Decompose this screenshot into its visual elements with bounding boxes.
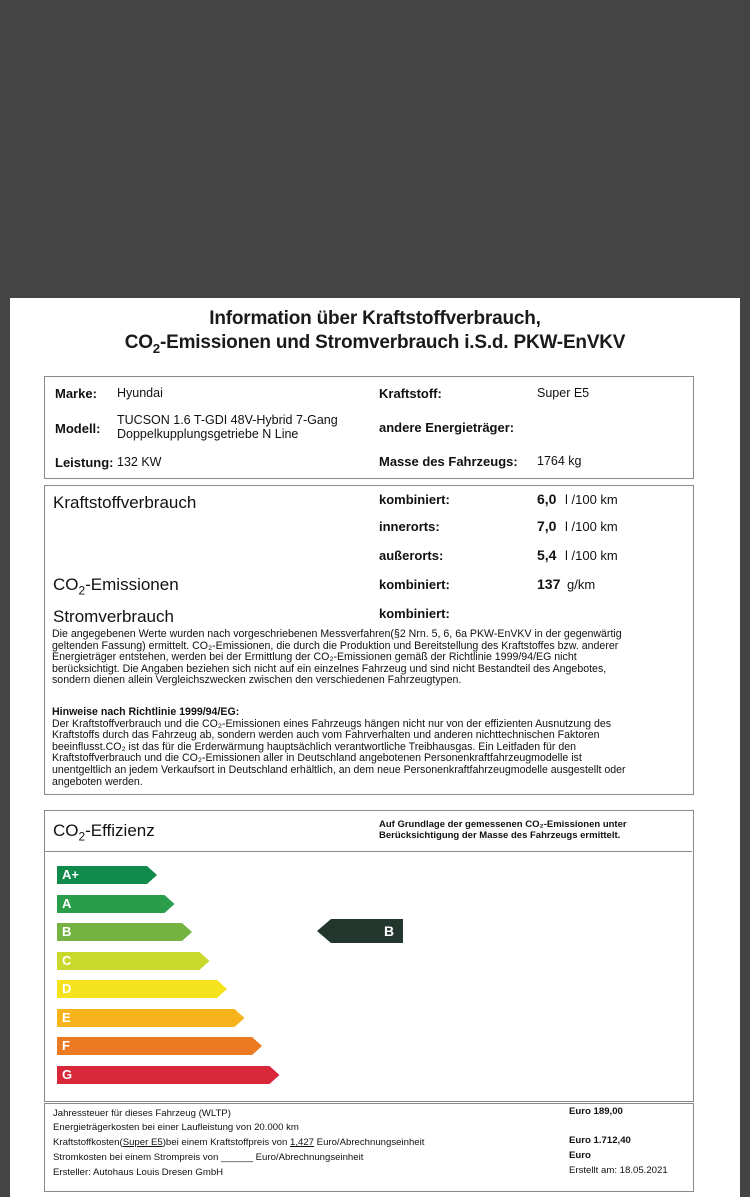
efficiency-rating-arrow (317, 919, 403, 943)
measurement-notice: Die angegebenen Werte wurden nach vorgeschriebenen Messverfahren(§2 Nrn. 5, 6, 6a PKW-EnVKV in der gegenwärtig geltenden Fassung) ermittelt. CO₂-Emissionen, die durch die Produktion und Bereitstellung des Kraftstoffes bzw. anderer Energieträger entstehen, werden bei der Ermittlung der CO₂-Emissionen gemäß der Richtlinie 1999/94/EG nicht berücksichtigt. Die Angaben beziehen sich nicht auf ein einzelnes Fahrzeug und sind nicht Bestandteil des Angebotes, sondern dienen allein Vergleichszwecken zwischen den verschiedenen Fahrzeugtypen. (52, 628, 622, 687)
efficiency-rating-label: B (384, 923, 395, 939)
extra-urban-value: 5,4 (537, 547, 557, 563)
efficiency-class-label: E (62, 1009, 71, 1025)
model-value-line2: Doppelkupplungsgetriebe N Line (117, 427, 299, 441)
efficiency-class-b (57, 923, 192, 941)
fuel-consumption-heading: Kraftstoffverbrauch (53, 493, 197, 512)
urban-value: 7,0 (537, 518, 557, 534)
urban-label: innerorts: (379, 519, 440, 534)
fuel-cost-label: Kraftstoffkosten(Super E5)bei einem Kraftstoffpreis von 1,427 Euro/Abrechnungseinheit (53, 1137, 425, 1148)
efficiency-class-f (57, 1037, 262, 1055)
efficiency-class-arrow (57, 980, 227, 998)
co2-unit: g/km (567, 577, 596, 592)
efficiency-box (44, 810, 694, 1102)
efficiency-class-a-plus (57, 866, 157, 884)
energy-label-sheet (10, 298, 740, 1197)
make-label: Marke: (55, 386, 97, 401)
document-title-line2: $CO_2$-Emissionen und Stromverbrauch i.S.d. PKW-EnVKV (124, 332, 626, 356)
efficiency-class-c (57, 952, 210, 970)
other-energy-label: andere Energieträger: (379, 420, 515, 435)
combined-unit: l /100 km (565, 492, 618, 507)
co2-value: 137 (537, 576, 561, 592)
vehicle-info-box (44, 376, 694, 479)
mileage-label: Energieträgerkosten bei einer Laufleistung von 20.000 km (53, 1122, 299, 1133)
fuel-label: Kraftstoff: (379, 386, 442, 401)
power-combined-label: kombiniert: (379, 606, 450, 621)
mass-label: Masse des Fahrzeugs: (379, 454, 518, 469)
model-label: Modell: (55, 421, 101, 436)
efficiency-class-a (57, 895, 175, 913)
power-cost-value: Euro (569, 1150, 591, 1161)
fuel-cost-value: Euro 1.712,40 (569, 1135, 631, 1146)
extra-urban-label: außerorts: (379, 548, 444, 563)
power-consumption-heading: Stromverbrauch (53, 607, 174, 626)
tax-label: Jahressteuer für dieses Fahrzeug (WLTP) (53, 1108, 231, 1119)
created-date: Erstellt am: 18.05.2021 (569, 1165, 668, 1176)
efficiency-class-label: C (62, 952, 72, 968)
power-label: Leistung: (55, 455, 114, 470)
extra-urban-unit: l /100 km (565, 548, 618, 563)
document-title-line1: Information über Kraftstoffverbrauch, (209, 308, 541, 329)
tax-value: Euro 189,00 (569, 1106, 623, 1117)
creator-label: Ersteller: Autohaus Louis Dresen GmbH (53, 1167, 224, 1178)
power-cost-label: Stromkosten bei einem Strompreis von ______ Euro/Abrechnungseinheit (53, 1152, 364, 1163)
efficiency-class-arrow (57, 1037, 262, 1055)
efficiency-divider (45, 851, 692, 852)
efficiency-class-label: F (62, 1038, 70, 1053)
efficiency-heading: $CO_2$-Effizienz (53, 821, 155, 844)
efficiency-class-arrow (57, 952, 210, 970)
combined-label: kombiniert: (379, 492, 450, 507)
power-value: 132 KW (117, 455, 162, 469)
efficiency-class-e (57, 1009, 245, 1027)
combined-value: 6,0 (537, 491, 557, 507)
efficiency-class-g (57, 1066, 280, 1084)
efficiency-class-arrow (57, 895, 175, 913)
model-value-line1: TUCSON 1.6 T-GDI 48V-Hybrid 7-Gang (117, 413, 338, 427)
efficiency-class-label: G (62, 1066, 73, 1082)
mass-value: 1764 kg (537, 454, 582, 468)
efficiency-class-label: A+ (62, 867, 79, 882)
efficiency-class-label: B (62, 924, 72, 939)
efficiency-class-label: D (62, 981, 72, 996)
consumption-box (44, 485, 694, 795)
efficiency-class-arrow (57, 1009, 245, 1027)
efficiency-class-d (57, 980, 227, 998)
co2-emissions-heading: $CO_2$-Emissionen (53, 575, 179, 598)
urban-unit: l /100 km (565, 519, 618, 534)
efficiency-note: Auf Grundlage der gemessenen CO₂-Emissionen unter Berücksichtigung der Masse des Fahrzeugs ermittelt. (379, 819, 627, 841)
fuel-value: Super E5 (537, 386, 590, 400)
co2-combined-label: kombiniert: (379, 577, 450, 592)
cost-box (44, 1103, 694, 1192)
efficiency-class-arrow (57, 923, 192, 941)
directive-hint: Hinweise nach Richtlinie 1999/94/EG: Der Kraftstoffverbrauch und die CO₂-Emissionen eines Fahrzeugs hängen nicht nur von der effizienten Ausnutzung des Kraftstoffs durch das Fahrzeug ab, sondern werden auch vom Fahrverhalten und anderen nichttechnischen Faktoren beeinflusst.CO₂ ist das für die Erderwärmung hauptsächlich verantwortliche Treibhausgas. Ein Leitfaden für den Kraftstoffverbrauch und die CO₂-Emissionen aller in Deutschland angebotenen Personenkraftfahrzeugmodelle ist unentgeltlich an jedem Verkaufsort in Deutschland erhältlich, an dem neue Personenkraftfahrzeugmodelle ausgestellt oder angeboten werden. (52, 706, 626, 788)
efficiency-class-arrow (57, 1066, 280, 1084)
make-value: Hyundai (117, 386, 163, 400)
efficiency-class-label: A (62, 895, 72, 911)
